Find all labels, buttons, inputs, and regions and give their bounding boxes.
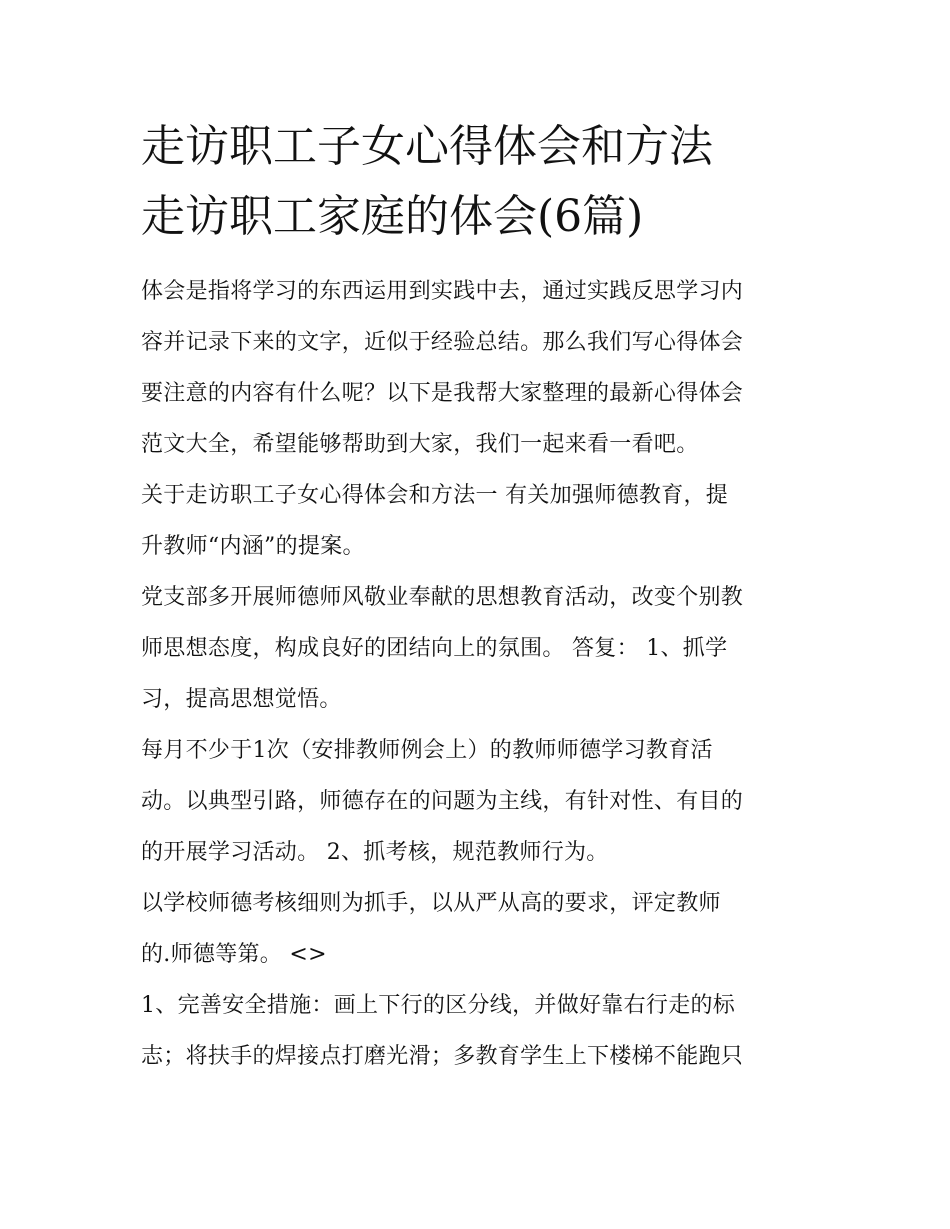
paragraph-section-heading xyxy=(141,470,813,572)
text-line: 容并记录下来的文字，近似于经验总结。那么我们写心得体会 xyxy=(141,330,744,355)
document-page xyxy=(141,112,813,1082)
title-line: 走访职工子女心得体会和方法 xyxy=(141,121,713,172)
text-line: 党支部多开展师德师风敬业奉献的思想教育活动，改变个别教 xyxy=(141,585,744,610)
paragraph-body xyxy=(141,572,813,725)
text-line: 范文大全，希望能够帮助到大家，我们一起来看一看吧。 xyxy=(141,432,699,457)
paragraph-intro xyxy=(141,266,813,470)
text-line: 以学校师德考核细则为抓手，以从严从高的要求，评定教师 xyxy=(141,891,721,916)
paragraph-body xyxy=(141,878,813,980)
paragraph-body xyxy=(141,725,813,878)
title-line: 走访职工家庭的体会(6篇) xyxy=(141,191,644,242)
paragraph-body xyxy=(141,980,813,1082)
text-line: 关于走访职工子女心得体会和方法一 有关加强师德教育，提 xyxy=(141,483,729,508)
text-line: 1、完善安全措施：画上下行的区分线，并做好靠右行走的标 xyxy=(141,993,736,1018)
text-line: 升教师“内涵”的提案。 xyxy=(141,534,365,559)
text-line: 的开展学习活动。 2、抓考核，规范教师行为。 xyxy=(141,840,609,865)
text-line: 志；将扶手的焊接点打磨光滑；多教育学生上下楼梯不能跑只 xyxy=(141,1044,744,1069)
text-line: 体会是指将学习的东西运用到实践中去，通过实践反思学习内 xyxy=(141,279,744,304)
text-line: 动。以典型引路，师德存在的问题为主线，有针对性、有目的 xyxy=(141,789,744,814)
text-line: 习，提高思想觉悟。 xyxy=(141,687,342,712)
text-line: 师思想态度，构成良好的团结向上的氛围。 答复： 1、抓学 xyxy=(141,636,728,661)
text-line: 每月不少于1次（安排教师例会上）的教师师德学习教育活 xyxy=(141,738,713,763)
text-line: 要注意的内容有什么呢？以下是我帮大家整理的最新心得体会 xyxy=(141,381,744,406)
document-title xyxy=(141,112,813,252)
text-line: 的.师德等第。 <> xyxy=(141,942,327,967)
